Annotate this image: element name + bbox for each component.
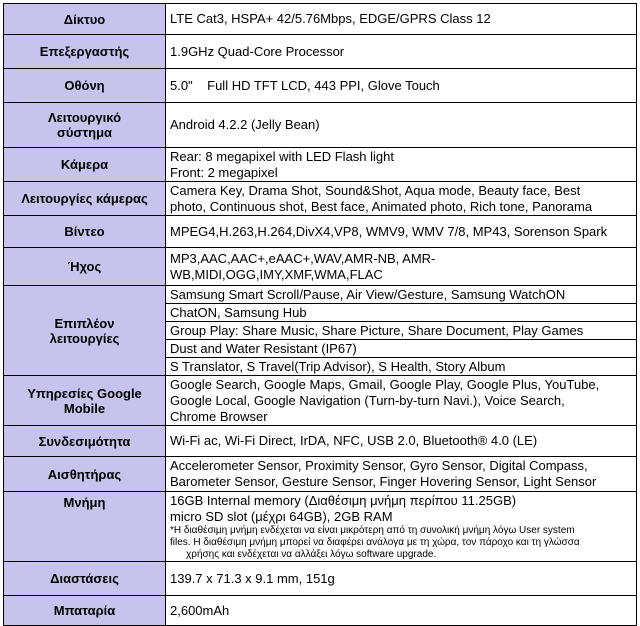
value-camera-features xyxy=(166,182,637,216)
label-memory: Μνήμη xyxy=(4,492,166,562)
label-os-line-1: Λειτουργικό xyxy=(47,110,122,125)
label-google xyxy=(4,376,166,426)
value-memory-line-1: 16GB Internal memory (Διαθέσιμη μνήμη περίπου 11.25GB) xyxy=(170,493,517,508)
row-google xyxy=(4,376,637,426)
label-battery: Μπαταρία xyxy=(4,596,166,626)
value-camera xyxy=(166,148,637,182)
value-memory xyxy=(166,492,637,562)
value-connectivity: Wi-Fi ac, Wi-Fi Direct, IrDA, NFC, USB 2.0, Bluetooth® 4.0 (LE) xyxy=(166,426,637,457)
label-extra xyxy=(4,286,166,376)
value-extra-5: S Translator, S Travel(Trip Advisor), S Health, Story Album xyxy=(166,358,637,376)
value-audio xyxy=(166,248,637,286)
value-extra-4: Dust and Water Resistant (IP67) xyxy=(166,340,637,358)
value-camera-line-2: Front: 2 megapixel xyxy=(170,164,278,180)
spec-table xyxy=(3,3,637,626)
value-extra-2: ChatON, Samsung Hub xyxy=(166,304,637,322)
label-os xyxy=(4,103,166,148)
value-display: 5.0" Full HD TFT LCD, 443 PPI, Glove Touch xyxy=(166,69,637,103)
value-camera-features-line-1: Camera Key, Drama Shot, Sound&Shot, Aqua mode, Beauty face, Best xyxy=(170,182,581,198)
label-processor: Επεξεργαστής xyxy=(4,35,166,69)
value-camera-features-line-2: photo, Continuous shot, Best face, Animated photo, Rich tone, Panorama xyxy=(170,198,593,214)
row-camera xyxy=(4,148,637,182)
row-audio xyxy=(4,248,637,286)
row-processor xyxy=(4,35,637,69)
label-os-line-2: σύστημα xyxy=(56,125,113,140)
value-google-line-3: Chrome Browser xyxy=(170,408,268,424)
label-google-line-2: Mobile xyxy=(63,400,106,416)
value-camera-line-1: Rear: 8 megapixel with LED Flash light xyxy=(170,148,394,164)
label-google-line-1: Υπηρεσίες Google xyxy=(27,385,142,401)
value-video: MPEG4,H.263,H.264,DivX4,VP8, WMV9, WMV 7/8, MP43, Sorenson Spark xyxy=(166,216,637,248)
value-memory-line-2: micro SD slot (μέχρι 64GB), 2GB RAM xyxy=(170,509,393,524)
row-extra-1 xyxy=(4,286,637,304)
value-processor: 1.9GHz Quad-Core Processor xyxy=(166,35,637,69)
label-extra-line-1: Επιπλέον xyxy=(54,315,115,331)
value-google-line-2: Google Local, Google Navigation (Turn-by-turn Navi.), Voice Search, xyxy=(170,392,565,408)
row-video xyxy=(4,216,637,248)
label-display: Οθόνη xyxy=(4,69,166,103)
label-camera-features: Λειτουργίες κάμερας xyxy=(4,182,166,216)
memory-note-line-1: *Η διαθέσιμη μνήμη ενδέχεται να είναι μικρότερη από τη συνολική μνήμη λόγω User system xyxy=(170,525,575,536)
row-memory xyxy=(4,492,637,562)
row-camera-features xyxy=(4,182,637,216)
value-dimensions: 139.7 x 71.3 x 9.1 mm, 151g xyxy=(166,562,637,596)
row-connectivity xyxy=(4,426,637,457)
value-audio-line-2: WB,MIDI,OGG,IMY,XMF,WMA,FLAC xyxy=(170,266,383,282)
value-extra-1: Samsung Smart Scroll/Pause, Air View/Gesture, Samsung WatchON xyxy=(166,286,637,304)
label-video: Βίντεο xyxy=(4,216,166,248)
label-audio: Ήχος xyxy=(4,248,166,286)
row-display xyxy=(4,69,637,103)
row-network xyxy=(4,4,637,35)
value-sensors-line-2: Barometer Sensor, Gesture Sensor, Finger Hovering Sensor, Light Sensor xyxy=(170,474,597,489)
label-network: Δίκτυο xyxy=(4,4,166,35)
label-camera: Κάμερα xyxy=(4,148,166,182)
memory-note-line-3: χρήσης και ενδέχεται να αλλάξει λόγω software upgrade. xyxy=(186,549,437,560)
row-dimensions xyxy=(4,562,637,596)
row-sensors xyxy=(4,457,637,492)
value-google xyxy=(166,376,637,426)
row-battery xyxy=(4,596,637,626)
label-sensors: Αισθητήρας xyxy=(4,457,166,492)
value-battery: 2,600mAh xyxy=(166,596,637,626)
value-os: Android 4.2.2 (Jelly Bean) xyxy=(166,103,637,148)
value-extra-3: Group Play: Share Music, Share Picture, Share Document, Play Games xyxy=(166,322,637,340)
row-os xyxy=(4,103,637,148)
label-connectivity: Συνδεσιμότητα xyxy=(4,426,166,457)
label-dimensions: Διαστάσεις xyxy=(4,562,166,596)
label-extra-line-2: λειτουργίες xyxy=(49,330,120,346)
value-sensors xyxy=(166,457,637,492)
value-network: LTE Cat3, HSPA+ 42/5.76Mbps, EDGE/GPRS Class 12 xyxy=(166,4,637,35)
value-sensors-line-1: Accelerometer Sensor, Proximity Sensor, Gyro Sensor, Digital Compass, xyxy=(170,458,588,473)
memory-note-line-2: files. Η διαθέσιμη μνήμη μπορεί να διαφέρει ανάλογα με τη χώρα, τον πάροχο και τη γλώσσα xyxy=(170,537,580,548)
value-google-line-1: Google Search, Google Maps, Gmail, Google Play, Google Plus, YouTube, xyxy=(170,376,600,392)
value-audio-line-1: MP3,AAC,AAC+,eAAC+,WAV,AMR-NB, AMR- xyxy=(170,250,436,266)
